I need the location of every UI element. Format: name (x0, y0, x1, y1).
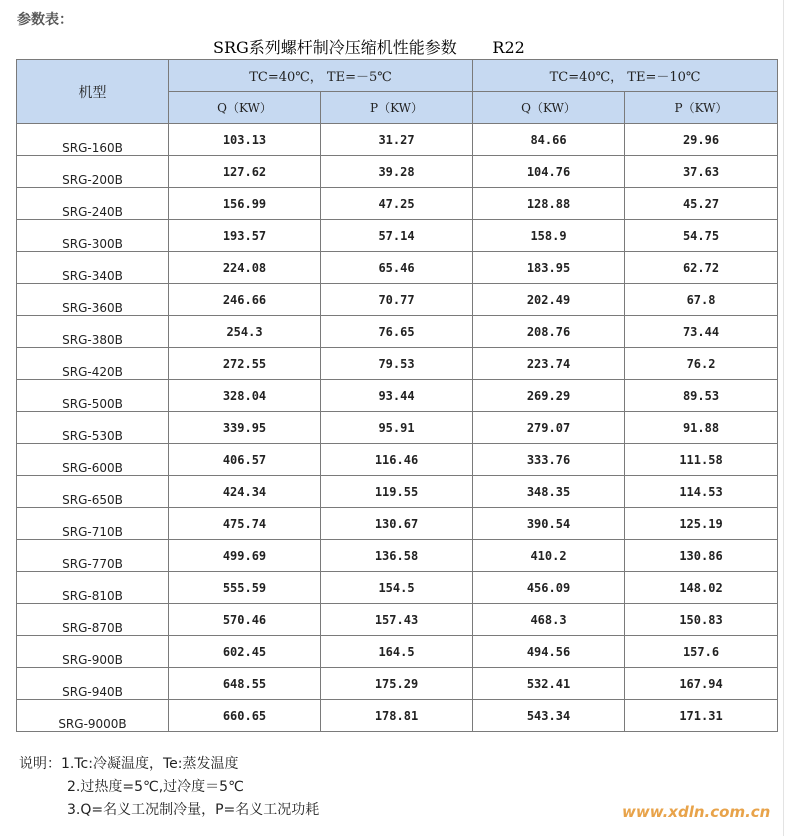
p-value-cell: 111.58 (625, 444, 778, 476)
model-cell: SRG-300B (17, 220, 169, 252)
model-cell: SRG-770B (17, 540, 169, 572)
p-value-cell: 91.88 (625, 412, 778, 444)
p-value-cell: 39.28 (321, 156, 473, 188)
model-cell: SRG-380B (17, 316, 169, 348)
watermark: www.xdln.com.cn (622, 803, 771, 821)
note-line: 说明：1.Tc:冷凝温度，Te:蒸发温度 (19, 756, 239, 772)
q-value-cell: 224.08 (169, 252, 321, 284)
model-cell: SRG-500B (17, 380, 169, 412)
p-value-cell: 130.86 (625, 540, 778, 572)
title-text: SRG系列螺杆制冷压缩机性能参数 (213, 38, 457, 57)
q-value-cell: 543.34 (473, 700, 625, 732)
table-row (17, 316, 778, 348)
model-cell: SRG-240B (17, 188, 169, 220)
q-value-cell: 84.66 (473, 124, 625, 156)
p-value-cell: 157.6 (625, 636, 778, 668)
q-value-cell: 272.55 (169, 348, 321, 380)
table-row (17, 508, 778, 540)
table-row (17, 700, 778, 732)
model-cell: SRG-900B (17, 636, 169, 668)
q-column-header: Q（KW） (169, 92, 321, 124)
q-value-cell: 602.45 (169, 636, 321, 668)
q-value-cell: 648.55 (169, 668, 321, 700)
q-value-cell: 103.13 (169, 124, 321, 156)
model-cell: SRG-340B (17, 252, 169, 284)
q-value-cell: 660.65 (169, 700, 321, 732)
model-cell: SRG-9000B (17, 700, 169, 732)
performance-table (16, 59, 778, 732)
model-cell: SRG-710B (17, 508, 169, 540)
p-value-cell: 70.77 (321, 284, 473, 316)
table-row (17, 348, 778, 380)
p-value-cell: 157.43 (321, 604, 473, 636)
p-value-cell: 67.8 (625, 284, 778, 316)
q-value-cell: 128.88 (473, 188, 625, 220)
model-cell: SRG-530B (17, 412, 169, 444)
q-value-cell: 193.57 (169, 220, 321, 252)
model-cell: SRG-650B (17, 476, 169, 508)
table-row (17, 444, 778, 476)
notes (19, 753, 319, 822)
section-label: 参数表： (17, 12, 73, 28)
p-value-cell: 148.02 (625, 572, 778, 604)
q-value-cell: 156.99 (169, 188, 321, 220)
p-value-cell: 154.5 (321, 572, 473, 604)
q-value-cell: 246.66 (169, 284, 321, 316)
table-row (17, 668, 778, 700)
p-value-cell: 95.91 (321, 412, 473, 444)
table-row (17, 380, 778, 412)
table-row (17, 636, 778, 668)
p-value-cell: 125.19 (625, 508, 778, 540)
p-value-cell: 37.63 (625, 156, 778, 188)
q-value-cell: 279.07 (473, 412, 625, 444)
p-value-cell: 89.53 (625, 380, 778, 412)
q-value-cell: 475.74 (169, 508, 321, 540)
table-body (17, 124, 778, 732)
q-column-header: Q（KW） (473, 92, 625, 124)
q-value-cell: 333.76 (473, 444, 625, 476)
q-value-cell: 499.69 (169, 540, 321, 572)
q-value-cell: 424.34 (169, 476, 321, 508)
q-value-cell: 468.3 (473, 604, 625, 636)
p-value-cell: 114.53 (625, 476, 778, 508)
p-value-cell: 29.96 (625, 124, 778, 156)
table-row (17, 124, 778, 156)
q-value-cell: 208.76 (473, 316, 625, 348)
table-row (17, 476, 778, 508)
q-value-cell: 183.95 (473, 252, 625, 284)
table-row (17, 252, 778, 284)
q-value-cell: 254.3 (169, 316, 321, 348)
q-value-cell: 127.62 (169, 156, 321, 188)
model-cell: SRG-360B (17, 284, 169, 316)
p-value-cell: 31.27 (321, 124, 473, 156)
p-value-cell: 45.27 (625, 188, 778, 220)
q-value-cell: 406.57 (169, 444, 321, 476)
model-cell: SRG-600B (17, 444, 169, 476)
q-value-cell: 494.56 (473, 636, 625, 668)
q-value-cell: 202.49 (473, 284, 625, 316)
p-value-cell: 54.75 (625, 220, 778, 252)
table-row (17, 284, 778, 316)
model-cell: SRG-160B (17, 124, 169, 156)
p-value-cell: 178.81 (321, 700, 473, 732)
q-value-cell: 390.54 (473, 508, 625, 540)
page-edge-rule (783, 0, 784, 836)
model-cell: SRG-420B (17, 348, 169, 380)
p-value-cell: 76.65 (321, 316, 473, 348)
p-value-cell: 116.46 (321, 444, 473, 476)
table-row (17, 412, 778, 444)
q-value-cell: 555.59 (169, 572, 321, 604)
q-value-cell: 223.74 (473, 348, 625, 380)
q-value-cell: 158.9 (473, 220, 625, 252)
p-value-cell: 171.31 (625, 700, 778, 732)
q-value-cell: 269.29 (473, 380, 625, 412)
model-cell: SRG-940B (17, 668, 169, 700)
q-value-cell: 348.35 (473, 476, 625, 508)
q-value-cell: 456.09 (473, 572, 625, 604)
p-value-cell: 130.67 (321, 508, 473, 540)
group-header-te-minus-5: TC=40℃， TE=－5℃ (169, 60, 473, 92)
table-row (17, 220, 778, 252)
p-value-cell: 136.58 (321, 540, 473, 572)
q-value-cell: 570.46 (169, 604, 321, 636)
model-cell: SRG-200B (17, 156, 169, 188)
p-value-cell: 150.83 (625, 604, 778, 636)
p-value-cell: 62.72 (625, 252, 778, 284)
p-value-cell: 119.55 (321, 476, 473, 508)
p-value-cell: 47.25 (321, 188, 473, 220)
p-column-header: P（KW） (625, 92, 778, 124)
p-value-cell: 93.44 (321, 380, 473, 412)
p-value-cell: 65.46 (321, 252, 473, 284)
p-value-cell: 73.44 (625, 316, 778, 348)
table-row (17, 156, 778, 188)
note-line: 2.过热度=5℃,过冷度＝5℃ (67, 779, 244, 795)
q-value-cell: 532.41 (473, 668, 625, 700)
p-value-cell: 57.14 (321, 220, 473, 252)
table-title (213, 35, 525, 58)
p-value-cell: 167.94 (625, 668, 778, 700)
p-value-cell: 76.2 (625, 348, 778, 380)
note-line: 3.Q=名义工况制冷量，P=名义工况功耗 (67, 802, 320, 818)
group-header-te-minus-10: TC=40℃， TE=－10℃ (473, 60, 778, 92)
q-value-cell: 410.2 (473, 540, 625, 572)
q-value-cell: 104.76 (473, 156, 625, 188)
p-value-cell: 79.53 (321, 348, 473, 380)
q-value-cell: 328.04 (169, 380, 321, 412)
table-row (17, 572, 778, 604)
model-column-header: 机型 (17, 60, 169, 124)
table-row (17, 188, 778, 220)
model-cell: SRG-810B (17, 572, 169, 604)
refrigerant-label: R22 (492, 38, 525, 57)
table-row (17, 540, 778, 572)
table-row (17, 604, 778, 636)
p-value-cell: 175.29 (321, 668, 473, 700)
p-value-cell: 164.5 (321, 636, 473, 668)
p-column-header: P（KW） (321, 92, 473, 124)
model-cell: SRG-870B (17, 604, 169, 636)
q-value-cell: 339.95 (169, 412, 321, 444)
